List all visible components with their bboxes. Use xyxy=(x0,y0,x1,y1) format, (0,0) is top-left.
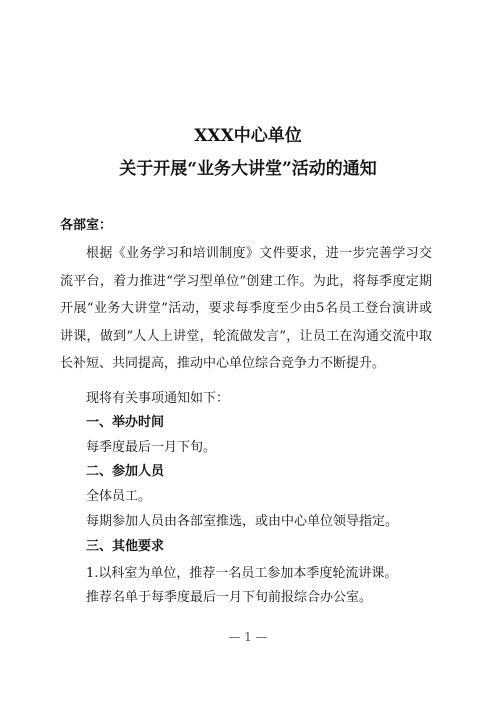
section-heading-participants: 二、参加人员 xyxy=(86,464,165,479)
requirement-item-1-continued: 推荐名单于每季度最后一月下旬前报综合办公室。 xyxy=(86,590,373,605)
section-text-participants-selection: 每期参加人员由各部室推选，或由中心单位领导指定。 xyxy=(86,514,399,529)
notice-intro: 现将有关事项通知如下： xyxy=(86,391,230,406)
document-title: XXX中心单位 xyxy=(194,126,302,146)
section-heading-requirements: 三、其他要求 xyxy=(86,539,165,554)
section-text-participants: 全体员工。 xyxy=(86,489,152,504)
salutation: 各部室： xyxy=(60,218,113,233)
page-number: — 1 — xyxy=(228,630,268,644)
intro-paragraph: 根据《业务学习和培训制度》文件要求，进一步完善学习交流平台，着力推进“学习型单位”创建工作。为此，将每季度定期开展“业务大讲堂”活动，要求每季度至少由5名员工登台演讲或讲课，做到“人人上讲堂，轮流做发言”，让员工在沟通交流中取长补短、共同提高，推动中心单位综合竞争力不断提升。 xyxy=(60,246,432,372)
document-subtitle: 关于开展“业务大讲堂”活动的通知 xyxy=(119,159,377,179)
section-text-time: 每季度最后一月下旬。 xyxy=(86,440,217,455)
requirement-item-1: 1.以科室为单位，推荐一名员工参加本季度轮流讲课。 xyxy=(86,566,398,581)
section-heading-time: 一、举办时间 xyxy=(86,415,165,430)
